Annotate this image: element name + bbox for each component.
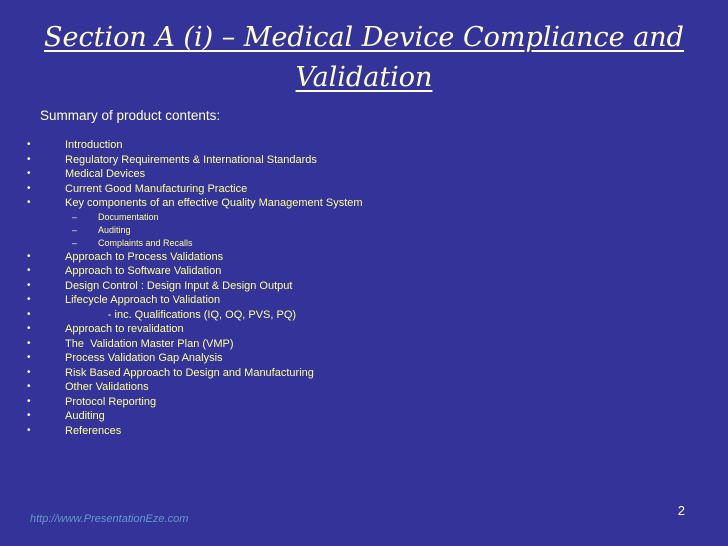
slide-subtitle: Summary of product contents:: [40, 108, 221, 123]
bullet-icon: •: [27, 366, 31, 378]
list-item: [27, 337, 647, 352]
list-item: [27, 366, 647, 381]
bullet-icon: •: [27, 395, 31, 407]
list-item: [27, 322, 647, 337]
list-item: [27, 167, 647, 182]
dash-icon: –: [72, 211, 78, 222]
bullet-icon: •: [27, 410, 31, 421]
sub-list-item: [27, 211, 647, 224]
slide-title-line-2: Validation: [295, 62, 433, 93]
list-item-text: Regulatory Requirements & International Standards: [65, 153, 317, 166]
sub-list-item-text: Auditing: [98, 224, 131, 235]
bullet-icon: •: [27, 153, 31, 165]
list-item-text: Design Control : Design Input & Design Output: [65, 279, 293, 292]
slide-title: [40, 18, 688, 98]
sub-list-item-text: Complaints and Recalls: [98, 237, 193, 248]
list-item-text: Process Validation Gap Analysis: [65, 352, 223, 364]
list-item: [27, 196, 647, 211]
list-item-text: Introduction: [65, 139, 123, 151]
list-item: [27, 409, 647, 424]
list-item-text: Current Good Manufacturing Practice: [65, 182, 248, 195]
list-item: [27, 153, 647, 168]
slide-title-line-1: Section A (i) – Medical Device Compliance and: [44, 22, 684, 53]
page-number: 2: [677, 503, 685, 518]
bullet-icon: •: [27, 182, 31, 194]
list-item-text: Approach to Process Validations: [65, 250, 224, 263]
list-item-text: Medical Devices: [65, 168, 146, 180]
bullet-icon: •: [27, 337, 31, 349]
bullet-icon: •: [27, 294, 31, 305]
bullet-icon: •: [27, 265, 31, 276]
bullet-icon: •: [27, 279, 31, 291]
list-item: [27, 424, 647, 439]
bullet-icon: •: [27, 250, 31, 262]
sub-list-item: [27, 224, 647, 237]
bullet-icon: •: [27, 381, 31, 392]
bullet-icon: •: [27, 168, 31, 179]
list-item-text: - inc. Qualifications (IQ, OQ, PVS, PQ): [65, 308, 297, 321]
list-item: [27, 182, 647, 197]
list-item-text: Auditing: [65, 410, 105, 422]
list-item-text: Approach to Software Validation: [65, 265, 222, 277]
dash-icon: –: [72, 224, 78, 235]
contents-list: [27, 138, 647, 438]
list-item: [27, 351, 647, 366]
list-item-text: The Validation Master Plan (VMP): [65, 337, 234, 350]
list-item: [27, 279, 647, 294]
sub-list-item-text: Documentation: [98, 211, 159, 222]
list-item-text: Risk Based Approach to Design and Manufacturing: [65, 366, 314, 379]
list-item-text: Key components of an effective Quality Management System: [65, 197, 363, 209]
list-item-text: Approach to revalidation: [65, 323, 184, 335]
list-item: [27, 264, 647, 279]
dash-icon: –: [72, 237, 78, 248]
bullet-icon: •: [27, 424, 31, 436]
footer-url[interactable]: http://www.PresentationEze.com: [30, 513, 189, 525]
bullet-icon: •: [27, 323, 31, 334]
bullet-icon: •: [27, 352, 31, 363]
list-item: [27, 250, 647, 265]
bullet-icon: •: [27, 197, 31, 208]
list-item: [27, 380, 647, 395]
bullet-icon: •: [27, 139, 31, 150]
list-item-text: Other Validations: [65, 381, 149, 393]
list-item-text: References: [65, 424, 122, 437]
sub-list-item: [27, 237, 647, 250]
list-item-text: Protocol Reporting: [65, 395, 157, 408]
list-item: [27, 293, 647, 308]
list-item: [27, 138, 647, 153]
list-item: [27, 308, 647, 323]
list-item: [27, 395, 647, 410]
list-item-text: Lifecycle Approach to Validation: [65, 294, 221, 306]
bullet-icon: •: [27, 308, 31, 320]
